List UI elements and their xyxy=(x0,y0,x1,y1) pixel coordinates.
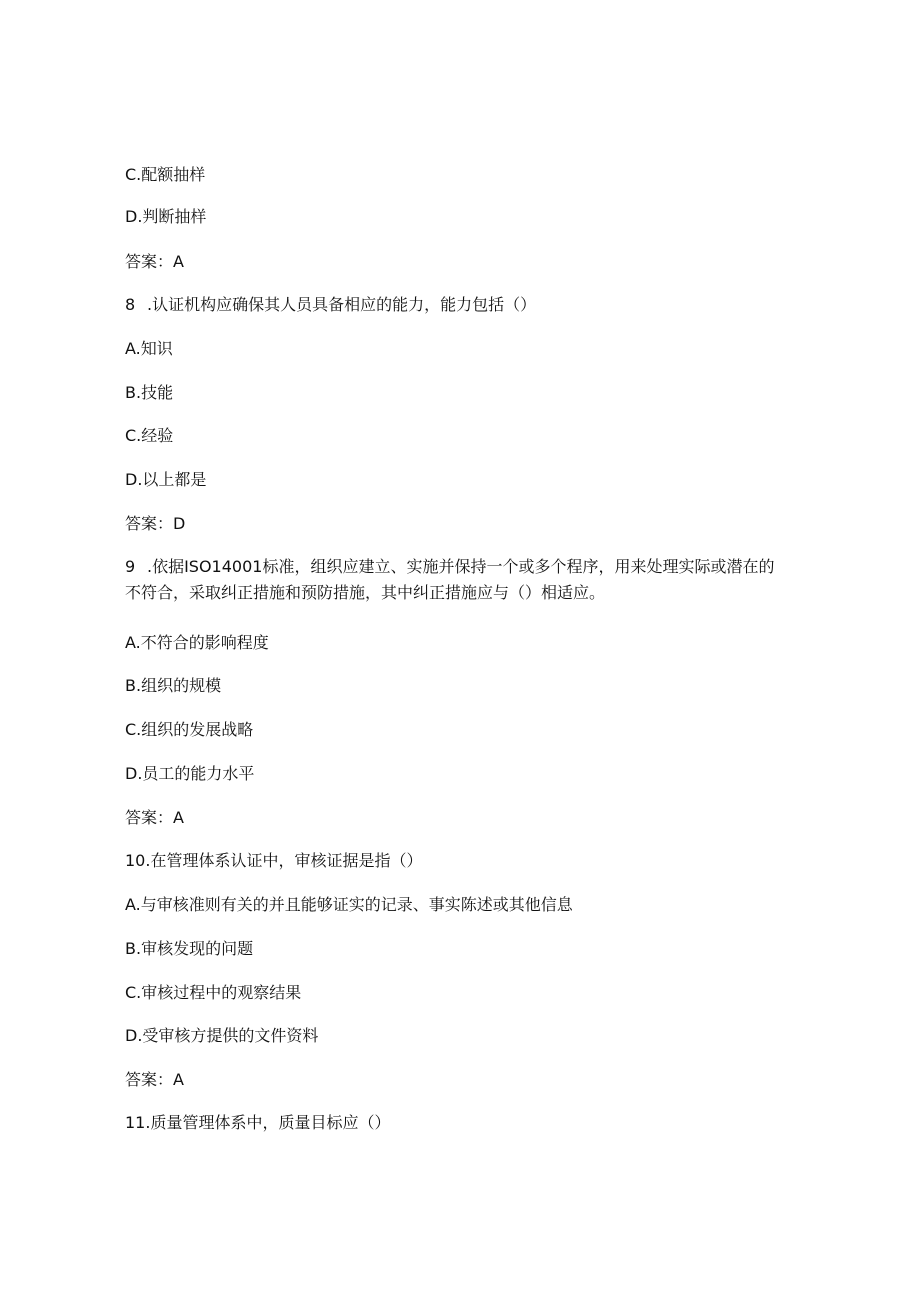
option-c: C.配额抽样 xyxy=(125,165,206,184)
question-10: 10.在管理体系认证中，审核证据是指（） xyxy=(125,851,423,870)
question-number: 9 xyxy=(125,557,136,576)
option-b: B.技能 xyxy=(125,383,174,402)
answer: 答案：A xyxy=(125,252,184,271)
option-a: A.与审核准则有关的并且能够证实的记录、事实陈述或其他信息 xyxy=(125,895,573,914)
option-b: B.审核发现的问题 xyxy=(125,939,254,958)
option-c: C.审核过程中的观察结果 xyxy=(125,983,302,1002)
answer: 答案：A xyxy=(125,808,184,827)
question-11: 11.质量管理体系中，质量目标应（） xyxy=(125,1113,391,1132)
option-c: C.组织的发展战略 xyxy=(125,720,254,739)
option-a: A.知识 xyxy=(125,339,173,358)
question-text: .依据ISO14001标准，组织应建立、实施并保持一个或多个程序，用来处理实际或潜在的不符合，采取纠正措施和预防措施，其中纠正措施应与（）相适应。 xyxy=(125,557,775,602)
option-d: D.员工的能力水平 xyxy=(125,764,255,783)
option-b: B.组织的规模 xyxy=(125,676,222,695)
option-d: D.判断抽样 xyxy=(125,207,207,226)
question-9 xyxy=(125,554,785,606)
answer: 答案：A xyxy=(125,1070,184,1089)
option-d: D.受审核方提供的文件资料 xyxy=(125,1026,319,1045)
question-number: 8 xyxy=(125,295,136,314)
question-text: .认证机构应确保其人员具备相应的能力，能力包括（） xyxy=(147,295,537,314)
option-c: C.经验 xyxy=(125,426,174,445)
option-a: A.不符合的影响程度 xyxy=(125,633,269,652)
question-8 xyxy=(125,295,536,315)
answer: 答案：D xyxy=(125,514,186,533)
option-d: D.以上都是 xyxy=(125,470,207,489)
